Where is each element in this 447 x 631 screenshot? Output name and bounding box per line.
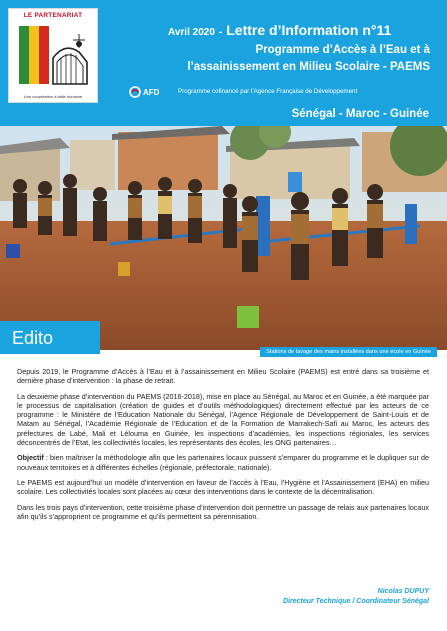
signature (283, 587, 429, 607)
newsletter-title: Lettre d’Information n°11 (226, 22, 392, 38)
school-photo (0, 126, 447, 350)
partenariat-logo (8, 8, 98, 103)
edito-heading: Edito (0, 321, 100, 354)
issue-separator: - (218, 27, 223, 38)
program-title-line2: l’assainissement en Milieu Scolaire - PAEMS (187, 61, 430, 73)
countries-line: Sénégal - Maroc - Guinée (291, 108, 429, 120)
edito-paragraph: Le PAEMS est aujourd’hui un modèle d’intervention en faveur de l’accès à l’Eau, l’Hygiène et l’Assainissement (EHA) en milieu scolaire. Les collectivités locales sont placées au cœur des interventions dans le contexte de la décentralisation. (17, 477, 429, 497)
signature-name: Nicolas DUPUY (377, 588, 429, 595)
objectif-text: : bien maîtriser la méthodologie afin que les partenaires locaux puissent s’emparer du programme et le dupliquer sur de nouveaux territoires et à différentes échelles (régionale, préfectorale, nationale). (17, 453, 429, 472)
edito-paragraph: Dans les trois pays d’intervention, cette troisième phase d’intervention doit permettre un passage de relais aux partenaires locaux afin qu’ils s’approprient ce programme et qu’ils permettent sa pérennisation. (17, 502, 429, 521)
afd-swirl-icon (129, 86, 141, 98)
photo-caption: Stations de lavage des mains installées dans une école en Guinée (260, 347, 437, 357)
afd-label: AFD (143, 87, 160, 97)
issue-date: Avril 2020 (168, 27, 215, 38)
edito-paragraph-objectif (17, 453, 429, 472)
edito-content (17, 367, 429, 527)
handwashing-scene-image (0, 126, 447, 350)
logo-tagline: Une coopération à taille humaine (23, 94, 83, 99)
program-title-line1: Programme d’Accès à l’Eau et à (255, 44, 430, 56)
afd-logo (129, 86, 169, 98)
issue-line (168, 22, 391, 40)
logo-artwork-icon (13, 22, 95, 90)
edito-paragraph: Depuis 2019, le Programme d’Accès à l’Eau et à l’assainissement en Milieu Scolaire (PAEMS) est entré dans sa troisième et dernière phase d’intervention : la phase de retrait. (17, 367, 429, 386)
edito-paragraph: La deuxième phase d’intervention du PAEMS (2016-2018), mise en place au Sénégal, au Maroc et en Guinée, a été marquée par le processus de capitalisation (création de guides et d’outils méthodologiques) directement effectué par les acteurs de ce programme : le Ministère de l’Education Nationale du Sénégal, l’Agence Régionale de Développement de Saint-Louis et de Matam au Sénégal, l’Académie Régionale de l’Education et de la Formation de Marrakech-Safi au Maroc, les acteurs des préfectures de Labé, Mali et Lélouma en Guinée, les inspections d’académies, les inspections régionales, les services déconcentrés de l’Etat, les collectivités locales, les représentants des écoles, les ONG partenaires… (17, 391, 429, 448)
logo-title: LE PARTENARIAT (23, 12, 83, 19)
signature-role: Directeur Technique / Coordinateur Sénégal (283, 598, 429, 605)
newsletter-header (0, 0, 447, 126)
objectif-label: Objectif (17, 453, 44, 463)
cofinance-note: Programme cofinancé par l’Agence Française de Développement (178, 88, 358, 95)
program-title (170, 42, 430, 76)
